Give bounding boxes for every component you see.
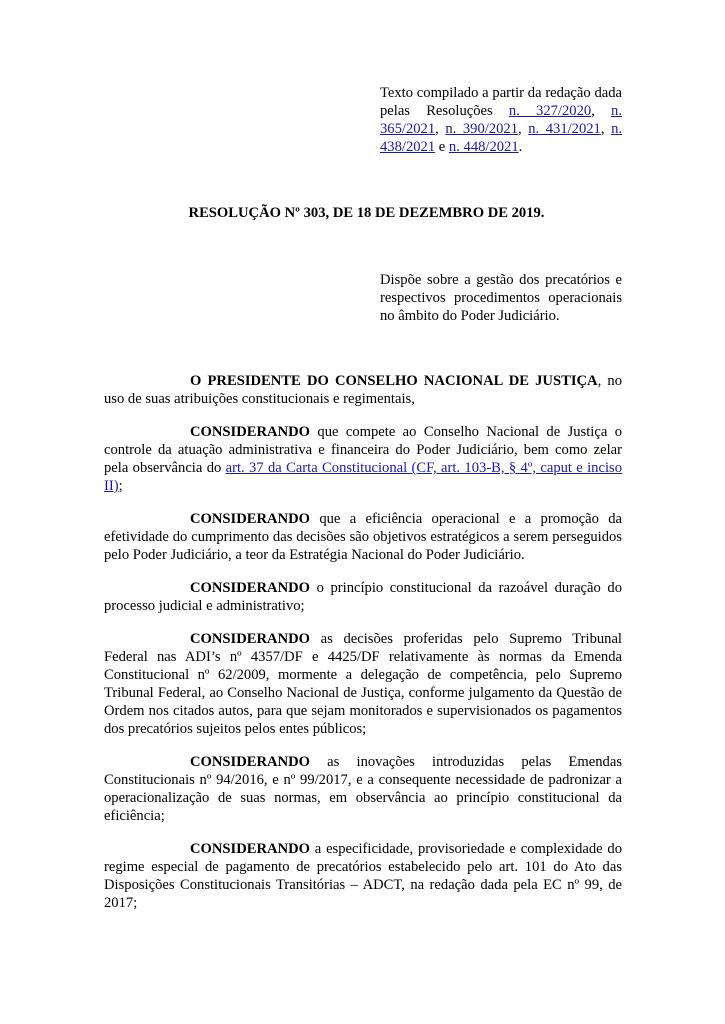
considerando-label: CONSIDERANDO [190, 424, 311, 440]
considerando-label: CONSIDERANDO [190, 511, 311, 527]
note-separator: , [435, 121, 446, 137]
resolution-title [0, 204, 725, 222]
considerando-label: CONSIDERANDO [190, 841, 311, 857]
considerando-label: CONSIDERANDO [190, 754, 311, 770]
note-separator: , [518, 121, 529, 137]
ementa: Dispõe sobre a gestão dos precatórios e respectivos procedimentos operacionais no âmbito do Poder Judiciário. [380, 272, 622, 324]
considerando-end: ; [118, 478, 123, 494]
considerando-paragraph [104, 630, 622, 738]
document-body [104, 372, 622, 927]
link-resolution-327-2020[interactable]: n. 327/2020 [508, 103, 592, 119]
link-resolution-448-2021[interactable]: n. 448/2021 [448, 139, 519, 155]
resolution-title-text: RESOLUÇÃO Nº 303, DE 18 DE DEZEMBRO DE 2019. [188, 205, 545, 221]
compilation-note [380, 84, 622, 156]
note-end: . [518, 139, 523, 155]
note-prefix: Texto compilado a partir da redação dada pelas Resoluções [380, 85, 622, 119]
link-resolution-431-2021[interactable]: n. 431/2021 [528, 121, 601, 137]
note-separator: , [591, 103, 612, 119]
considerando-text: a especificidade, provisoriedade e complexidade do regime especial de pagamento de precatórios estabelecido pelo art. 101 do Ato das Disposições Constitucionais Transitórias – ADCT, na redação dada pela EC nº 99, de 2017; [104, 841, 622, 911]
considerando-paragraph [104, 840, 622, 912]
link-resolution-365-2021[interactable]: n. 365/2021 [380, 103, 622, 137]
preamble-text: , no uso de suas atribuições constitucionais e regimentais, [104, 373, 622, 407]
considerando-label: CONSIDERANDO [190, 631, 311, 647]
link-art-37-constitution[interactable]: art. 37 da Carta Constitucional (CF, art. 103-B, § 4º, caput e inciso II) [104, 460, 622, 494]
note-separator: e [435, 139, 449, 155]
preamble-paragraph [104, 372, 622, 408]
considerando-paragraph [104, 423, 622, 495]
preamble-bold: O PRESIDENTE DO CONSELHO NACIONAL DE JUSTIÇA [190, 373, 598, 389]
note-separator: , [600, 121, 612, 137]
considerando-paragraph [104, 579, 622, 615]
considerando-paragraph [104, 753, 622, 825]
considerando-label: CONSIDERANDO [190, 580, 311, 596]
considerando-text: que compete ao Conselho Nacional de Justiça o controle da atuação administrativa e financeira do Poder Judiciário, bem como zelar pela observância do [104, 424, 622, 476]
link-resolution-390-2021[interactable]: n. 390/2021 [445, 121, 518, 137]
considerando-text: o princípio constitucional da razoável duração do processo judicial e administrativo; [104, 580, 622, 614]
considerando-text: as decisões proferidas pelo Supremo Tribunal Federal nas ADI’s nº 4357/DF e 4425/DF relativamente às normas da Emenda Constitucional nº 62/2009, mormente a delegação de competência, pelo Supremo Tribunal Federal, ao Conselho Nacional de Justiça, conforme julgamento da Questão de Ordem nos citados autos, para que sejam monitorados e supervisionados os pagamentos dos precatórios sujeitos pelos entes públicos; [104, 631, 622, 737]
link-resolution-438-2021[interactable]: n. 438/2021 [380, 121, 623, 155]
considerando-paragraph [104, 510, 622, 564]
considerando-text: as inovações introduzidas pelas Emendas Constitucionais nº 94/2016, e nº 99/2017, e a consequente necessidade de padronizar a operacionalização de suas normas, em observância ao princípio constitucional da eficiência; [104, 754, 622, 824]
considerando-text: que a eficiência operacional e a promoção da efetividade do cumprimento das decisões são objetivos estratégicos a serem perseguidos pelo Poder Judiciário, a teor da Estratégia Nacional do Poder Judiciário. [104, 511, 622, 563]
